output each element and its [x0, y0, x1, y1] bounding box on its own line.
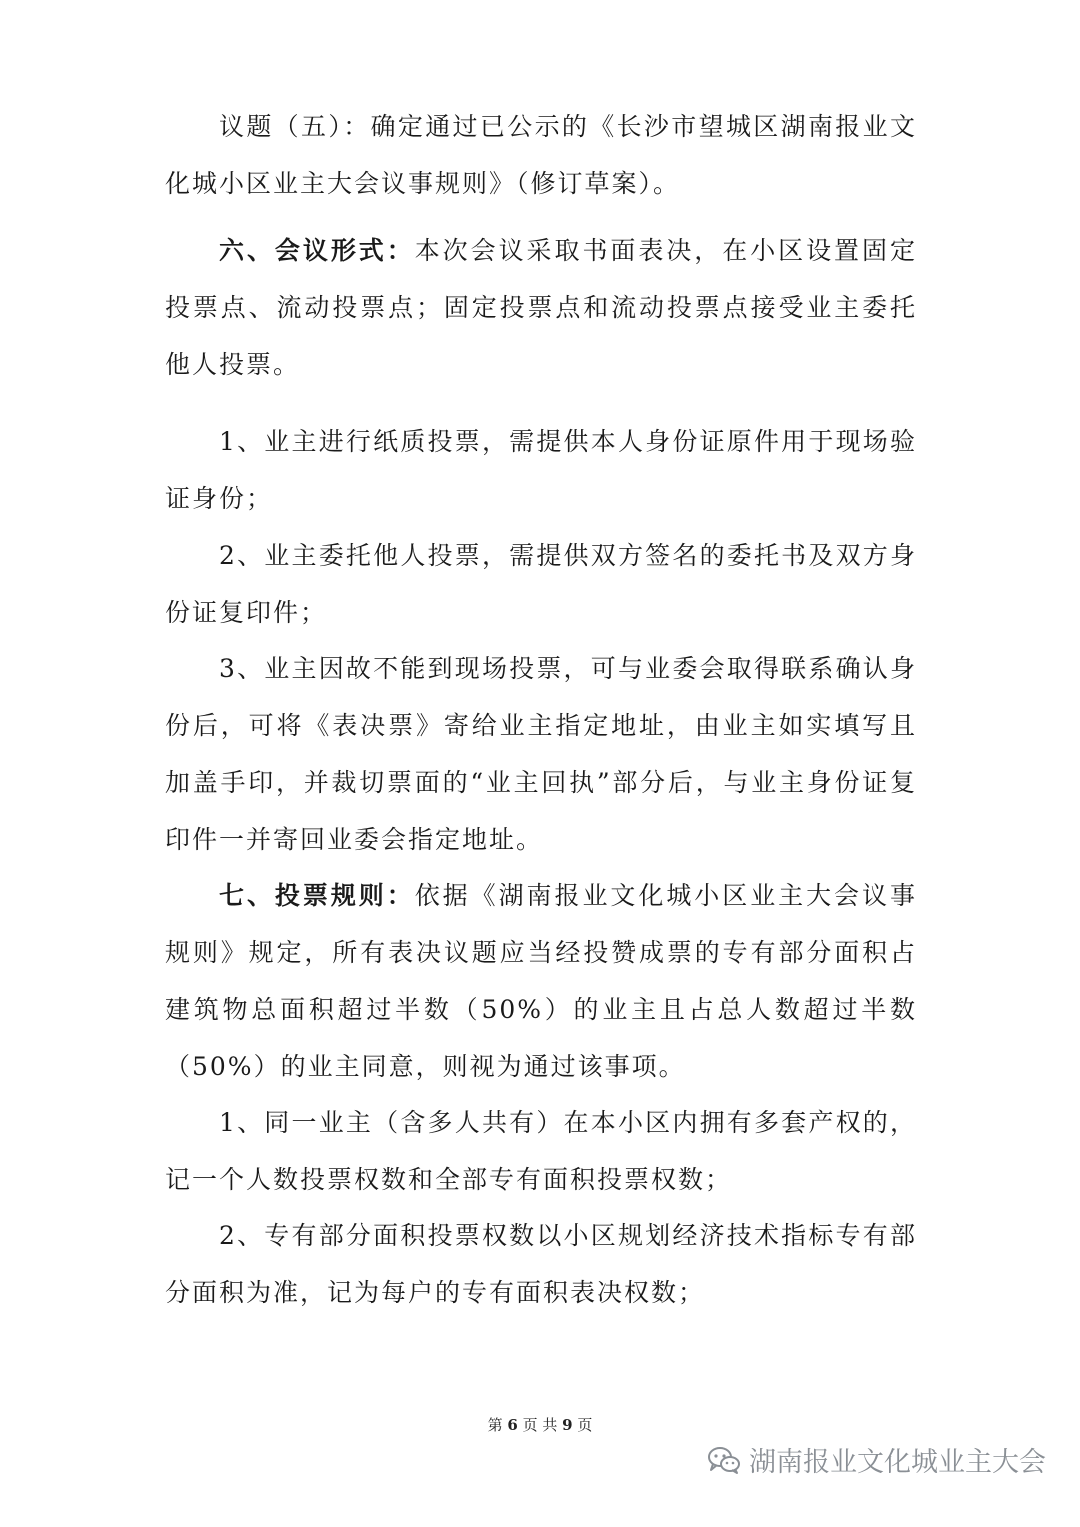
footer-suffix: 页	[577, 1416, 593, 1434]
paragraph-paper-vote	[165, 413, 917, 527]
watermark	[707, 1440, 1046, 1479]
wechat-icon	[707, 1445, 741, 1475]
total-pages-number: 9	[562, 1416, 573, 1434]
footer-middle: 页 共	[522, 1416, 558, 1434]
footer-prefix: 第	[487, 1416, 503, 1434]
page-footer	[0, 1414, 1080, 1435]
section-heading-voting-rules: 七、投票规则：	[219, 881, 415, 910]
paragraph-text: 2、专有部分面积投票权数以小区规划经济技术指标专有部分面积为准，记为每户的专有面积表决权数；	[165, 1221, 917, 1307]
paragraph-mail-vote	[165, 640, 917, 868]
paragraph-voting-rules	[165, 867, 917, 1095]
current-page-number: 6	[507, 1416, 518, 1434]
paragraph-text: 1、同一业主（含多人共有）在本小区内拥有多套产权的，记一个人数投票权数和全部专有面积投票权数；	[165, 1108, 917, 1194]
paragraph-proxy-vote	[165, 527, 917, 641]
paragraph-text: 3、业主因故不能到现场投票，可与业委会取得联系确认身份后，可将《表决票》寄给业主指定地址，由业主如实填写且加盖手印，并裁切票面的“业主回执”部分后，与业主身份证复印件一并寄回业委会指定地址。	[165, 654, 917, 854]
paragraph-text: 依据《湖南报业文化城小区业主大会议事规则》规定，所有表决议题应当经投赞成票的专有部分面积占建筑物总面积超过半数（50%）的业主且占总人数超过半数（50%）的业主同意，则视为通过该事项。	[165, 881, 917, 1081]
paragraph-meeting-format	[165, 222, 917, 393]
paragraph-text: 议题（五）：确定通过已公示的《长沙市望城区湖南报业文化城小区业主大会议事规则》（修订草案）。	[165, 112, 917, 198]
section-heading-meeting-format: 六、会议形式：	[219, 236, 415, 265]
paragraph-text: 1、业主进行纸质投票，需提供本人身份证原件用于现场验证身份；	[165, 427, 917, 513]
paragraph-text: 本次会议采取书面表决，在小区设置固定投票点、流动投票点；固定投票点和流动投票点接受业主委托他人投票。	[165, 236, 917, 379]
watermark-text: 湖南报业文化城业主大会	[749, 1447, 1046, 1478]
paragraph-multiple-properties	[165, 1094, 917, 1208]
paragraph-topic-five	[165, 98, 917, 212]
paragraph-area-votes	[165, 1207, 917, 1321]
paragraph-text: 2、业主委托他人投票，需提供双方签名的委托书及双方身份证复印件；	[165, 541, 917, 627]
